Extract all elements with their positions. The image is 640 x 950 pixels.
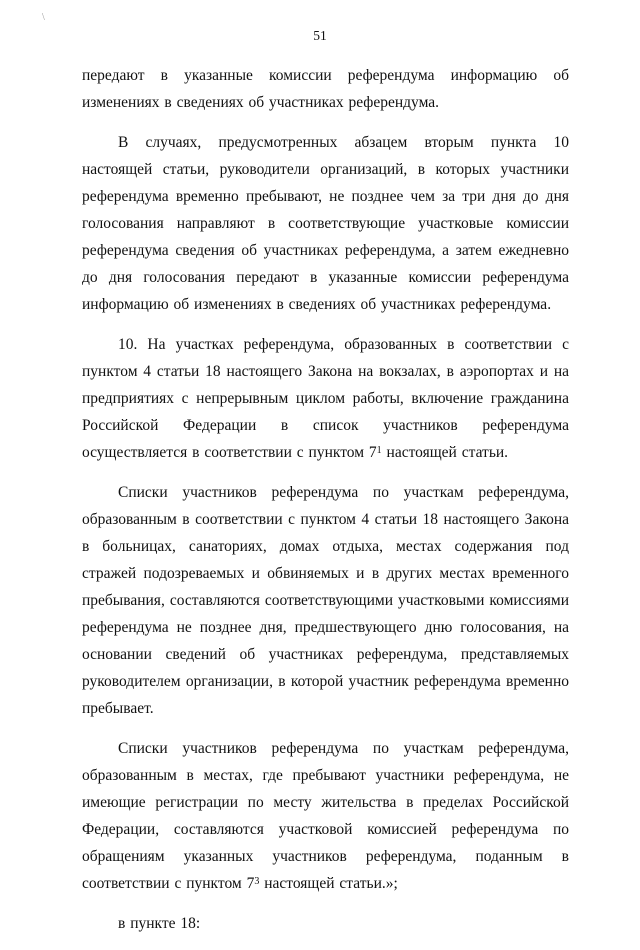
paragraph-3-superscript: 1 (376, 444, 382, 456)
paragraph-1 (82, 62, 569, 116)
paragraph-1-text: передают в указанные комиссии референдума информацию об изменениях в сведениях об участниках референдума. (82, 67, 569, 111)
paragraph-6 (82, 910, 569, 937)
scan-corner-mark: \ (42, 12, 45, 23)
paragraph-5-superscript: 3 (254, 875, 260, 887)
paragraph-6-text: в пункте 18: (118, 915, 201, 932)
paragraph-4 (82, 479, 569, 722)
paragraph-3-tail: настоящей статьи. (381, 444, 509, 461)
paragraph-4-text: Списки участников референдума по участкам референдума, образованным в соответствии с пунктом 4 статьи 18 настоящего Закона в больницах, санаториях, домах отдыха, местах содержания под стражей подозреваемых и обвиняемых и в других местах временного пребывания, составляются соответствующими участковыми комиссиями референдума не позднее дня, предшествующего дню голосования, на основании сведений об участниках референдума, представляемых руководителем организации, в которой участник референдума временно пребывает. (82, 484, 569, 717)
page-number: 51 (313, 28, 327, 43)
paragraph-3-text: 10. На участках референдума, образованных в соответствии с пунктом 4 статьи 18 настоящего Закона на вокзалах, в аэропортах и на предприятиях с непрерывным циклом работы, включение гражданина Российской Федерации в список участников референдума осуществляется в соответствии с пунктом 7 (82, 336, 569, 461)
paragraph-2 (82, 129, 569, 318)
paragraph-5-text: Списки участников референдума по участкам референдума, образованным в местах, где пребывают участники референдума, не имеющие регистрации по месту жительства в пределах Российской Федерации, составляются участковой комиссией референдума по обращениям указанных участников референдума, поданным в соответствии с пунктом 7 (82, 740, 569, 892)
paragraph-2-text: В случаях, предусмотренных абзацем вторым пункта 10 настоящей статьи, руководители организаций, в которых участники референдума временно пребывают, не позднее чем за три дня до дня голосования направляют в соответствующие участковые комиссии референдума сведения об участниках референдума, а затем ежедневно до дня голосования передают в указанные комиссии референдума информацию об изменениях в сведениях об участниках референдума. (82, 134, 569, 313)
paragraph-5 (82, 735, 569, 897)
paragraph-3 (82, 331, 569, 466)
paragraph-5-tail: настоящей статьи.»; (259, 875, 398, 892)
document-body (82, 62, 569, 950)
